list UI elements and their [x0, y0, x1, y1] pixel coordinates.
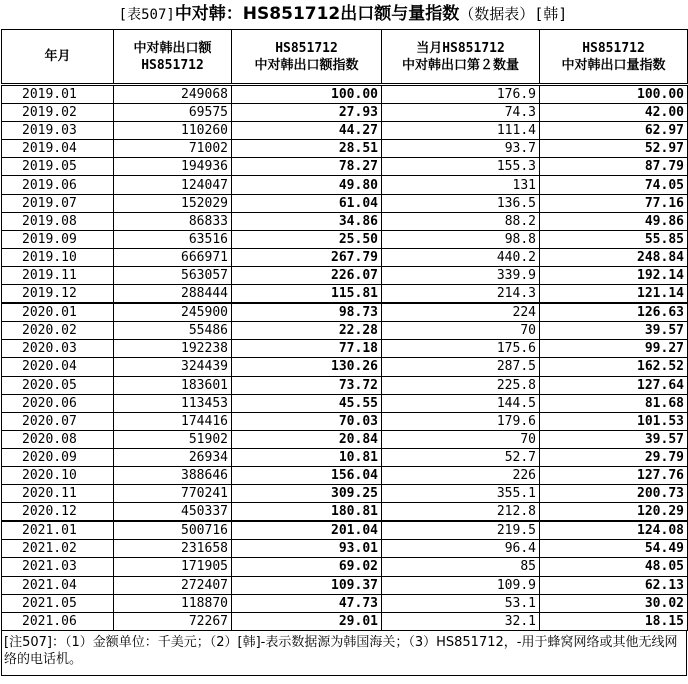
cell-quantity: 53.1: [382, 594, 540, 612]
cell-quantity-index: 49.86: [540, 212, 688, 230]
cell-quantity-index: 39.57: [540, 430, 688, 448]
cell-value-index: 61.04: [232, 194, 382, 212]
cell-export-value: 124047: [114, 176, 232, 194]
cell-export-value: 192238: [114, 340, 232, 358]
cell-export-value: 110260: [114, 122, 232, 140]
cell-export-value: 171905: [114, 558, 232, 576]
cell-quantity: 226: [382, 466, 540, 484]
cell-quantity: 225.8: [382, 376, 540, 394]
cell-export-value: 500716: [114, 521, 232, 540]
cell-quantity: 111.4: [382, 122, 540, 140]
cell-value-index: 130.26: [232, 358, 382, 376]
cell-quantity-index: 77.16: [540, 194, 688, 212]
cell-export-value: 152029: [114, 194, 232, 212]
cell-month: 2021.06: [2, 612, 114, 630]
cell-quantity-index: 127.76: [540, 466, 688, 484]
cell-month: 2021.01: [2, 521, 114, 540]
cell-export-value: 563057: [114, 266, 232, 284]
cell-value-index: 226.07: [232, 266, 382, 284]
cell-value-index: 100.00: [232, 85, 382, 104]
cell-month: 2019.05: [2, 158, 114, 176]
cell-export-value: 86833: [114, 212, 232, 230]
cell-quantity: 93.7: [382, 140, 540, 158]
cell-quantity-index: 100.00: [540, 85, 688, 104]
table-row: [2, 594, 688, 612]
cell-month: 2021.03: [2, 558, 114, 576]
cell-quantity: 212.8: [382, 503, 540, 522]
cell-quantity-index: 52.97: [540, 140, 688, 158]
cell-export-value: 388646: [114, 466, 232, 484]
table-row: [2, 322, 688, 340]
cell-quantity: 214.3: [382, 285, 540, 304]
table-row: [2, 230, 688, 248]
table-row: [2, 104, 688, 122]
title-suffix: （数据表）[韩]: [459, 5, 568, 23]
cell-export-value: 63516: [114, 230, 232, 248]
cell-value-index: 49.80: [232, 176, 382, 194]
cell-value-index: 115.81: [232, 285, 382, 304]
cell-month: 2019.08: [2, 212, 114, 230]
cell-month: 2020.10: [2, 466, 114, 484]
table-row: [2, 140, 688, 158]
cell-month: 2019.01: [2, 85, 114, 104]
cell-quantity-index: 39.57: [540, 322, 688, 340]
cell-export-value: 450337: [114, 503, 232, 522]
cell-quantity-index: 99.27: [540, 340, 688, 358]
cell-quantity: 179.6: [382, 412, 540, 430]
cell-quantity: 136.5: [382, 194, 540, 212]
cell-quantity-index: 200.73: [540, 485, 688, 503]
cell-value-index: 10.81: [232, 448, 382, 466]
table-row: [2, 448, 688, 466]
cell-value-index: 156.04: [232, 466, 382, 484]
cell-value-index: 47.73: [232, 594, 382, 612]
cell-export-value: 231658: [114, 540, 232, 558]
cell-quantity: 32.1: [382, 612, 540, 630]
cell-quantity: 176.9: [382, 85, 540, 104]
table-row: [2, 376, 688, 394]
cell-quantity: 355.1: [382, 485, 540, 503]
data-table: [1, 29, 688, 631]
cell-export-value: 194936: [114, 158, 232, 176]
header-quantity: 当月HS851712 中对韩出口第２数量: [382, 30, 540, 85]
cell-quantity: 109.9: [382, 576, 540, 594]
cell-month: 2020.06: [2, 394, 114, 412]
cell-export-value: 174416: [114, 412, 232, 430]
cell-quantity-index: 74.05: [540, 176, 688, 194]
cell-export-value: 770241: [114, 485, 232, 503]
cell-value-index: 78.27: [232, 158, 382, 176]
header-row: [2, 30, 688, 85]
cell-quantity-index: 62.13: [540, 576, 688, 594]
cell-value-index: 20.84: [232, 430, 382, 448]
cell-month: 2020.03: [2, 340, 114, 358]
cell-value-index: 93.01: [232, 540, 382, 558]
cell-export-value: 272407: [114, 576, 232, 594]
cell-quantity-index: 162.52: [540, 358, 688, 376]
cell-quantity-index: 101.53: [540, 412, 688, 430]
cell-quantity: 85: [382, 558, 540, 576]
cell-value-index: 73.72: [232, 376, 382, 394]
cell-quantity-index: 62.97: [540, 122, 688, 140]
cell-value-index: 201.04: [232, 521, 382, 540]
cell-quantity: 440.2: [382, 248, 540, 266]
table-row: [2, 485, 688, 503]
table-row: [2, 212, 688, 230]
cell-month: 2019.06: [2, 176, 114, 194]
cell-value-index: 109.37: [232, 576, 382, 594]
table-row: [2, 340, 688, 358]
cell-quantity: 175.6: [382, 340, 540, 358]
cell-export-value: 55486: [114, 322, 232, 340]
cell-value-index: 309.25: [232, 485, 382, 503]
cell-month: 2019.12: [2, 285, 114, 304]
cell-export-value: 72267: [114, 612, 232, 630]
cell-quantity: 339.9: [382, 266, 540, 284]
table-row: [2, 358, 688, 376]
table-row: [2, 558, 688, 576]
cell-value-index: 29.01: [232, 612, 382, 630]
table-row: [2, 412, 688, 430]
table-row: [2, 285, 688, 304]
cell-quantity-index: 29.79: [540, 448, 688, 466]
table-body: [2, 85, 688, 631]
cell-month: 2019.03: [2, 122, 114, 140]
cell-quantity-index: 87.79: [540, 158, 688, 176]
cell-export-value: 113453: [114, 394, 232, 412]
cell-export-value: 69575: [114, 104, 232, 122]
cell-month: 2020.07: [2, 412, 114, 430]
cell-quantity: 144.5: [382, 394, 540, 412]
table-row: [2, 394, 688, 412]
cell-quantity-index: 121.14: [540, 285, 688, 304]
cell-quantity-index: 120.29: [540, 503, 688, 522]
table-row: [2, 612, 688, 630]
cell-quantity-index: 18.15: [540, 612, 688, 630]
cell-export-value: 51902: [114, 430, 232, 448]
cell-month: 2019.04: [2, 140, 114, 158]
table-row: [2, 176, 688, 194]
table-row: [2, 85, 688, 104]
cell-quantity-index: 192.14: [540, 266, 688, 284]
cell-month: 2021.02: [2, 540, 114, 558]
cell-month: 2019.10: [2, 248, 114, 266]
cell-month: 2020.04: [2, 358, 114, 376]
cell-quantity: 287.5: [382, 358, 540, 376]
cell-quantity: 131: [382, 176, 540, 194]
cell-quantity: 224: [382, 303, 540, 322]
table-row: [2, 266, 688, 284]
table-title: [0, 0, 686, 29]
header-value-index: HS851712 中对韩出口额指数: [232, 30, 382, 85]
cell-quantity: 96.4: [382, 540, 540, 558]
cell-quantity-index: 81.68: [540, 394, 688, 412]
cell-quantity: 155.3: [382, 158, 540, 176]
table-row: [2, 430, 688, 448]
header-month: 年月: [2, 30, 114, 85]
cell-month: 2019.11: [2, 266, 114, 284]
cell-export-value: 118870: [114, 594, 232, 612]
cell-quantity: 98.8: [382, 230, 540, 248]
table-row: [2, 466, 688, 484]
cell-value-index: 27.93: [232, 104, 382, 122]
cell-month: 2020.08: [2, 430, 114, 448]
cell-export-value: 666971: [114, 248, 232, 266]
cell-quantity-index: 30.02: [540, 594, 688, 612]
cell-month: 2020.05: [2, 376, 114, 394]
cell-value-index: 69.02: [232, 558, 382, 576]
cell-value-index: 28.51: [232, 140, 382, 158]
cell-month: 2020.09: [2, 448, 114, 466]
cell-value-index: 180.81: [232, 503, 382, 522]
footnote: [注507]：（1）金额单位：千美元；（2）[韩]-表示数据源为韩国海关；（3）HS851712，-用于蜂窝网络或其他无线网络的电话机。: [1, 631, 687, 676]
table-row: [2, 540, 688, 558]
header-quantity-index: HS851712 中对韩出口量指数: [540, 30, 688, 85]
table-row: [2, 158, 688, 176]
cell-month: 2019.02: [2, 104, 114, 122]
cell-month: 2020.12: [2, 503, 114, 522]
table-row: [2, 248, 688, 266]
cell-quantity-index: 126.63: [540, 303, 688, 322]
table-row: [2, 122, 688, 140]
cell-quantity: 70: [382, 322, 540, 340]
title-tag: [表507]: [118, 7, 175, 23]
cell-export-value: 288444: [114, 285, 232, 304]
title-main: 中对韩：HS851712出口额与量指数: [174, 4, 460, 24]
cell-quantity-index: 42.00: [540, 104, 688, 122]
cell-export-value: 245900: [114, 303, 232, 322]
cell-quantity: 219.5: [382, 521, 540, 540]
cell-value-index: 25.50: [232, 230, 382, 248]
cell-quantity: 52.7: [382, 448, 540, 466]
header-export-value: 中对韩出口额 HS851712: [114, 30, 232, 85]
cell-value-index: 44.27: [232, 122, 382, 140]
cell-month: 2020.01: [2, 303, 114, 322]
cell-quantity: 70: [382, 430, 540, 448]
cell-month: 2020.02: [2, 322, 114, 340]
cell-value-index: 98.73: [232, 303, 382, 322]
cell-month: 2021.05: [2, 594, 114, 612]
cell-export-value: 26934: [114, 448, 232, 466]
cell-month: 2020.11: [2, 485, 114, 503]
table-row: [2, 521, 688, 540]
table-row: [2, 503, 688, 522]
cell-export-value: 324439: [114, 358, 232, 376]
cell-value-index: 77.18: [232, 340, 382, 358]
cell-quantity-index: 48.05: [540, 558, 688, 576]
cell-quantity-index: 248.84: [540, 248, 688, 266]
cell-month: 2019.09: [2, 230, 114, 248]
cell-quantity-index: 124.08: [540, 521, 688, 540]
cell-value-index: 267.79: [232, 248, 382, 266]
table-row: [2, 576, 688, 594]
table-row: [2, 194, 688, 212]
cell-quantity: 88.2: [382, 212, 540, 230]
cell-quantity-index: 55.85: [540, 230, 688, 248]
cell-quantity: 74.3: [382, 104, 540, 122]
cell-month: 2019.07: [2, 194, 114, 212]
cell-value-index: 22.28: [232, 322, 382, 340]
cell-value-index: 70.03: [232, 412, 382, 430]
cell-quantity-index: 54.49: [540, 540, 688, 558]
table-row: [2, 303, 688, 322]
cell-quantity-index: 127.64: [540, 376, 688, 394]
cell-export-value: 249068: [114, 85, 232, 104]
cell-value-index: 45.55: [232, 394, 382, 412]
cell-export-value: 71002: [114, 140, 232, 158]
cell-export-value: 183601: [114, 376, 232, 394]
cell-value-index: 34.86: [232, 212, 382, 230]
cell-month: 2021.04: [2, 576, 114, 594]
